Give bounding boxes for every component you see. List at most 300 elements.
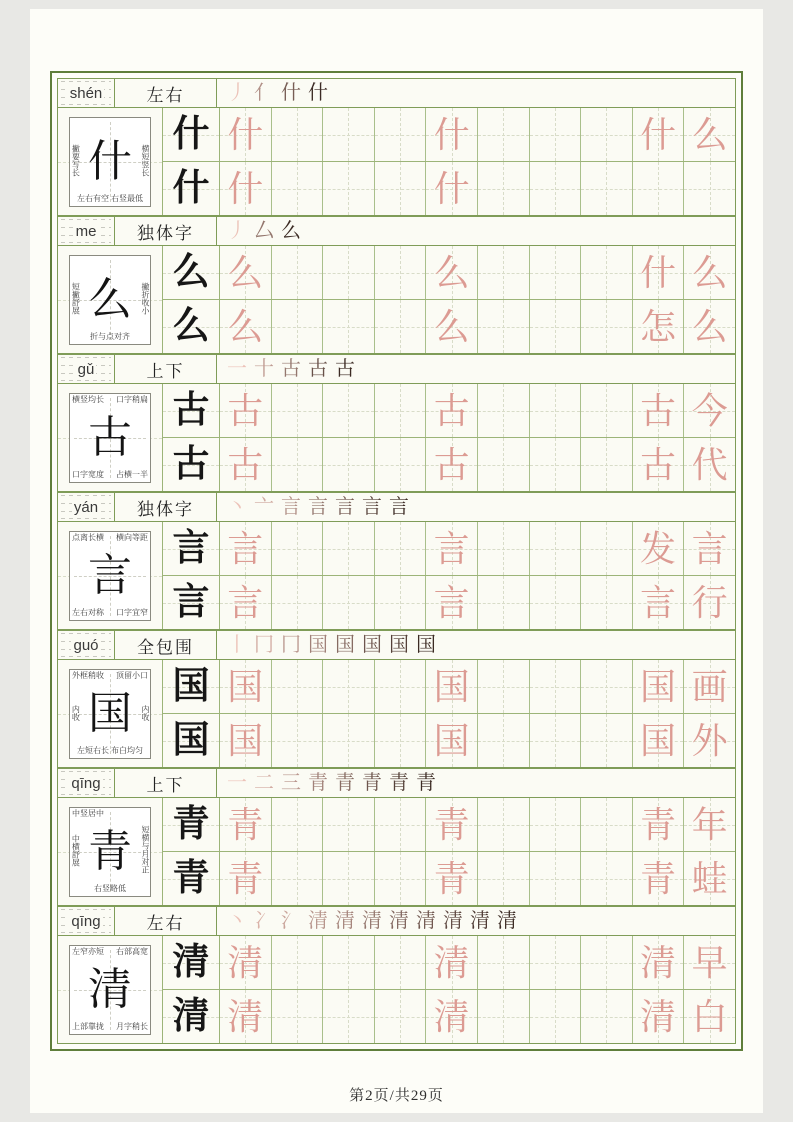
practice-cell [529, 384, 581, 437]
practice-cell [425, 384, 477, 437]
stroke-order-step: 国 [362, 634, 382, 656]
practice-cell [632, 714, 684, 767]
pinyin-box [58, 769, 115, 797]
calligraphy-tip: 撇要写长 [71, 143, 81, 176]
practice-grid [220, 108, 735, 215]
pinyin-four-line-grid [61, 219, 111, 243]
practice-cell [580, 990, 632, 1043]
trace-character: 古 [433, 444, 470, 485]
model-cell [163, 161, 219, 215]
stroke-order-step: 厶 [254, 220, 274, 242]
model-character-column [163, 108, 220, 215]
practice-cell [683, 384, 735, 437]
pinyin-box [58, 907, 115, 935]
practice-line [220, 522, 735, 575]
practice-cell [529, 852, 581, 905]
stroke-order-step: 青 [416, 772, 436, 794]
practice-cell [425, 936, 477, 989]
practice-cell [322, 246, 374, 299]
character-guide-box [69, 945, 151, 1035]
trace-character: 么 [433, 252, 470, 293]
model-cell [163, 437, 219, 491]
trace-character: 国 [433, 720, 470, 761]
trace-character: 国 [227, 720, 264, 761]
structure-label: 独体字 [115, 217, 217, 245]
practice-cell [529, 108, 581, 161]
practice-cell [271, 246, 323, 299]
practice-cell [322, 852, 374, 905]
practice-cell [477, 852, 529, 905]
practice-cell [632, 438, 684, 491]
practice-cell [477, 798, 529, 851]
practice-cell [529, 162, 581, 215]
practice-cell [477, 162, 529, 215]
trace-character: 言 [640, 582, 677, 623]
trace-character: 么 [227, 252, 264, 293]
trace-character: 国 [227, 666, 264, 707]
guide-character: 言 [88, 550, 132, 600]
stroke-order-sequence [217, 493, 735, 521]
practice-cell [477, 246, 529, 299]
stroke-order-sequence [217, 769, 735, 797]
practice-cell [683, 108, 735, 161]
practice-cell [632, 660, 684, 713]
row-body [58, 660, 735, 767]
practice-cell [477, 108, 529, 161]
trace-character: 发 [640, 528, 677, 569]
practice-cell [220, 246, 271, 299]
character-rows-container [57, 78, 736, 1044]
practice-cell [322, 522, 374, 575]
row-header [58, 79, 735, 108]
model-cell [163, 660, 219, 713]
practice-cell [425, 798, 477, 851]
trace-character: 什 [640, 114, 677, 155]
character-guide-box [69, 393, 151, 483]
trace-character: 青 [227, 804, 264, 845]
stroke-order-step: 国 [416, 634, 436, 656]
calligraphy-tip: 顶留小口 [116, 670, 148, 680]
character-practice-row [57, 78, 736, 216]
stroke-order-step: 丨 [227, 634, 247, 656]
trace-character: 言 [691, 528, 728, 569]
practice-cell [374, 990, 426, 1043]
pinyin-label: yán [73, 498, 99, 516]
practice-cell [374, 162, 426, 215]
practice-line [220, 384, 735, 437]
stroke-order-step: 丶 [227, 496, 247, 518]
practice-cell [425, 990, 477, 1043]
stroke-order-step: 古 [308, 358, 328, 380]
calligraphy-tip: 左窄亦短 [72, 946, 104, 956]
pinyin-label: me [75, 222, 97, 240]
practice-cell [271, 576, 323, 629]
calligraphy-tip: 右竖略低 [94, 884, 126, 894]
model-cell [163, 246, 219, 299]
trace-character: 国 [433, 666, 470, 707]
guide-box-column [58, 522, 163, 629]
trace-character: 古 [433, 390, 470, 431]
calligraphy-tip: 中竖居中 [72, 808, 104, 818]
trace-character: 早 [691, 942, 728, 983]
calligraphy-tip: 口字宜窄 [116, 608, 148, 618]
practice-cell [529, 246, 581, 299]
practice-cell [322, 660, 374, 713]
pinyin-label: qīng [71, 912, 101, 930]
structure-label: 上下 [115, 355, 217, 383]
guide-character: 什 [88, 136, 132, 186]
stroke-order-step: 言 [281, 496, 301, 518]
calligraphy-tip: 上部靠拢 [72, 1022, 104, 1032]
practice-cell [374, 108, 426, 161]
practice-line [220, 989, 735, 1043]
practice-cell [580, 798, 632, 851]
practice-cell [220, 852, 271, 905]
practice-cell [580, 852, 632, 905]
practice-cell [425, 852, 477, 905]
trace-character: 什 [227, 114, 264, 155]
practice-line [220, 246, 735, 299]
character-practice-row [57, 354, 736, 492]
trace-character: 青 [433, 804, 470, 845]
model-character: 古 [172, 444, 210, 485]
character-guide-box [69, 117, 151, 207]
practice-grid [220, 384, 735, 491]
stroke-order-step: 丿 [227, 82, 247, 104]
calligraphy-tip: 内收 [71, 704, 81, 721]
row-header [58, 769, 735, 798]
stroke-order-step: 清 [416, 910, 436, 932]
practice-cell [425, 300, 477, 353]
calligraphy-tip: 撇折收小 [141, 281, 150, 314]
guide-character: 清 [88, 964, 132, 1014]
practice-cell [425, 714, 477, 767]
practice-grid [220, 798, 735, 905]
stroke-order-sequence [217, 631, 735, 659]
stroke-order-step: 青 [335, 772, 355, 794]
practice-cell [632, 522, 684, 575]
pinyin-label: shén [69, 84, 103, 102]
practice-cell [529, 660, 581, 713]
pinyin-four-line-grid [61, 81, 111, 105]
practice-cell [632, 990, 684, 1043]
model-cell [163, 522, 219, 575]
trace-character: 言 [433, 582, 470, 623]
practice-cell [374, 246, 426, 299]
model-character: 么 [172, 306, 210, 347]
practice-cell [580, 438, 632, 491]
stroke-order-step: 言 [389, 496, 409, 518]
stroke-order-step: 国 [389, 634, 409, 656]
practice-cell [425, 108, 477, 161]
practice-cell [425, 576, 477, 629]
calligraphy-tip: 占横一半 [116, 470, 148, 480]
practice-cell [529, 714, 581, 767]
practice-cell [580, 522, 632, 575]
practice-cell [322, 798, 374, 851]
pinyin-box [58, 355, 115, 383]
row-body [58, 798, 735, 905]
practice-cell [580, 576, 632, 629]
practice-cell [220, 798, 271, 851]
practice-cell [632, 108, 684, 161]
character-practice-row [57, 906, 736, 1044]
calligraphy-tip: 内收 [141, 704, 150, 721]
structure-label: 左右 [115, 907, 217, 935]
practice-cell [683, 522, 735, 575]
practice-cell [580, 108, 632, 161]
practice-cell [374, 522, 426, 575]
practice-cell [477, 936, 529, 989]
model-character: 国 [172, 666, 210, 707]
row-header [58, 217, 735, 246]
practice-cell [322, 384, 374, 437]
practice-line [220, 936, 735, 989]
model-cell [163, 384, 219, 437]
stroke-order-step: 十 [254, 358, 274, 380]
practice-cell [271, 936, 323, 989]
model-character: 清 [172, 942, 210, 983]
row-body [58, 384, 735, 491]
model-cell [163, 936, 219, 989]
practice-cell [220, 522, 271, 575]
practice-cell [529, 798, 581, 851]
practice-cell [580, 714, 632, 767]
worksheet-frame [50, 71, 743, 1051]
stroke-order-step: 言 [335, 496, 355, 518]
character-guide-box [69, 669, 151, 759]
practice-cell [580, 384, 632, 437]
practice-cell [529, 990, 581, 1043]
calligraphy-tip: 折与点对齐 [90, 332, 130, 342]
calligraphy-tip: 口字宽度 [72, 470, 104, 480]
stroke-order-step: 一 [227, 358, 247, 380]
practice-cell [271, 522, 323, 575]
practice-cell [683, 714, 735, 767]
practice-cell [220, 438, 271, 491]
model-cell [163, 713, 219, 767]
pinyin-box [58, 217, 115, 245]
calligraphy-tip: 横向等距 [116, 532, 148, 542]
calligraphy-tip: 横短竖长 [141, 143, 150, 176]
stroke-order-step: 二 [254, 772, 274, 794]
pinyin-label: guó [73, 636, 99, 654]
trace-character: 白 [691, 996, 728, 1037]
row-body [58, 108, 735, 215]
practice-cell [632, 852, 684, 905]
model-character-column [163, 798, 220, 905]
pinyin-label: gǔ [77, 360, 95, 378]
practice-cell [220, 108, 271, 161]
structure-label: 左右 [115, 79, 217, 107]
trace-character: 什 [227, 168, 264, 209]
row-header [58, 493, 735, 522]
character-practice-row [57, 768, 736, 906]
pinyin-four-line-grid [61, 909, 111, 933]
practice-cell [425, 438, 477, 491]
model-cell [163, 798, 219, 851]
trace-character: 怎 [640, 306, 677, 347]
stroke-order-sequence [217, 355, 735, 383]
practice-cell [529, 936, 581, 989]
practice-cell [271, 852, 323, 905]
trace-character: 青 [640, 858, 677, 899]
character-practice-row [57, 630, 736, 768]
practice-cell [220, 576, 271, 629]
model-cell [163, 108, 219, 161]
structure-label: 全包围 [115, 631, 217, 659]
stroke-order-step: 亻 [254, 82, 274, 104]
trace-character: 清 [433, 942, 470, 983]
practice-cell [271, 990, 323, 1043]
trace-character: 青 [640, 804, 677, 845]
practice-cell [271, 714, 323, 767]
practice-cell [580, 936, 632, 989]
model-character: 什 [172, 114, 210, 155]
stroke-order-step: 么 [281, 220, 301, 242]
practice-cell [529, 300, 581, 353]
trace-character: 行 [691, 582, 728, 623]
calligraphy-tip: 右部高宽 [116, 946, 148, 956]
model-character: 古 [172, 390, 210, 431]
row-body [58, 936, 735, 1043]
practice-cell [374, 852, 426, 905]
practice-grid [220, 522, 735, 629]
model-character: 青 [172, 804, 210, 845]
practice-cell [322, 438, 374, 491]
practice-cell [683, 246, 735, 299]
calligraphy-tip: 口字稍扁 [116, 394, 148, 404]
trace-character: 青 [227, 858, 264, 899]
practice-cell [477, 660, 529, 713]
calligraphy-tip: 短横与月对正 [141, 825, 150, 874]
guide-character: 国 [88, 688, 132, 738]
guide-box-column [58, 384, 163, 491]
character-practice-row [57, 492, 736, 630]
pinyin-box [58, 493, 115, 521]
guide-character: 古 [88, 412, 132, 462]
trace-character: 清 [640, 996, 677, 1037]
practice-cell [271, 162, 323, 215]
practice-cell [632, 576, 684, 629]
trace-character: 代 [691, 444, 728, 485]
page-number-footer: 第2页/共29页 [349, 1088, 444, 1104]
trace-character: 清 [227, 996, 264, 1037]
stroke-order-step: 清 [389, 910, 409, 932]
calligraphy-tip: 横竖均长 [72, 394, 104, 404]
model-character-column [163, 246, 220, 353]
model-character: 清 [172, 996, 210, 1037]
stroke-order-step: 一 [227, 772, 247, 794]
practice-cell [425, 162, 477, 215]
practice-cell [220, 990, 271, 1043]
model-cell [163, 575, 219, 629]
trace-character: 国 [640, 666, 677, 707]
trace-character: 国 [640, 720, 677, 761]
practice-cell [477, 714, 529, 767]
calligraphy-tip: 左短右长 布白均匀 [77, 746, 143, 756]
practice-cell [322, 936, 374, 989]
trace-character: 么 [691, 252, 728, 293]
pinyin-box [58, 631, 115, 659]
practice-grid [220, 936, 735, 1043]
stroke-order-step: 什 [281, 82, 301, 104]
practice-cell [580, 300, 632, 353]
practice-cell [632, 936, 684, 989]
practice-cell [477, 438, 529, 491]
stroke-order-step: 清 [443, 910, 463, 932]
trace-character: 清 [227, 942, 264, 983]
practice-cell [683, 798, 735, 851]
practice-cell [271, 384, 323, 437]
practice-cell [374, 438, 426, 491]
calligraphy-tip: 左右有空 右竖最低 [77, 194, 143, 204]
guide-character: 么 [88, 274, 132, 324]
practice-cell [322, 990, 374, 1043]
practice-cell [683, 162, 735, 215]
practice-cell [271, 798, 323, 851]
practice-cell [374, 798, 426, 851]
practice-cell [580, 246, 632, 299]
guide-box-column [58, 936, 163, 1043]
row-body [58, 246, 735, 353]
stroke-order-step: 青 [308, 772, 328, 794]
model-character: 言 [172, 528, 210, 569]
practice-line [220, 713, 735, 767]
practice-line [220, 161, 735, 215]
practice-cell [529, 522, 581, 575]
structure-label: 上下 [115, 769, 217, 797]
stroke-order-step: 丿 [227, 220, 247, 242]
stroke-order-step: 清 [470, 910, 490, 932]
trace-character: 年 [691, 804, 728, 845]
practice-line [220, 437, 735, 491]
trace-character: 言 [227, 528, 264, 569]
practice-cell [632, 162, 684, 215]
practice-cell [322, 300, 374, 353]
practice-cell [477, 384, 529, 437]
practice-cell [374, 576, 426, 629]
practice-cell [683, 990, 735, 1043]
model-character-column [163, 522, 220, 629]
stroke-order-step: 亠 [254, 496, 274, 518]
row-header [58, 631, 735, 660]
stroke-order-step: 什 [308, 82, 328, 104]
guide-character: 青 [88, 826, 132, 876]
practice-cell [322, 576, 374, 629]
trace-character: 古 [227, 390, 264, 431]
practice-cell [374, 300, 426, 353]
practice-cell [220, 714, 271, 767]
trace-character: 么 [691, 114, 728, 155]
practice-cell [271, 660, 323, 713]
calligraphy-tip: 短撇舒展 [71, 281, 81, 314]
pinyin-four-line-grid [61, 495, 111, 519]
model-cell [163, 299, 219, 353]
practice-cell [322, 162, 374, 215]
practice-cell [529, 438, 581, 491]
practice-cell [683, 576, 735, 629]
practice-cell [322, 108, 374, 161]
practice-cell [632, 246, 684, 299]
practice-cell [220, 936, 271, 989]
row-header [58, 355, 735, 384]
calligraphy-tip: 中横舒展 [71, 833, 81, 866]
trace-character: 古 [640, 390, 677, 431]
practice-line [220, 660, 735, 713]
trace-character: 青 [433, 858, 470, 899]
worksheet-page [30, 9, 763, 1113]
